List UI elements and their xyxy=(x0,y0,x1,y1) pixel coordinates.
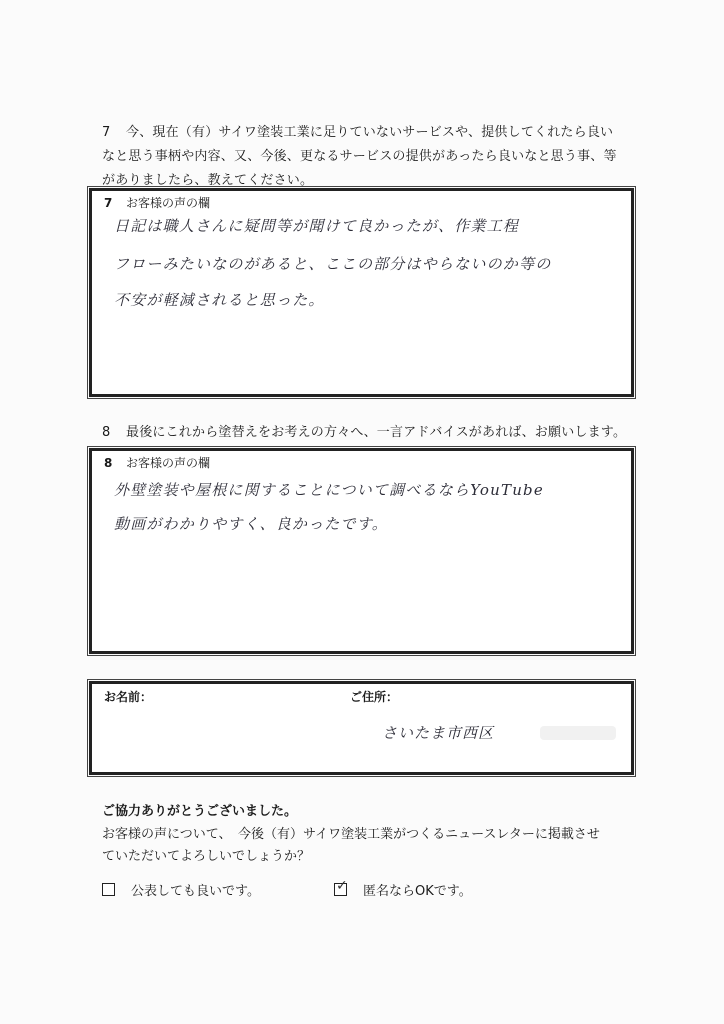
question-8 xyxy=(102,421,642,445)
option-public-checkbox[interactable] xyxy=(102,883,115,896)
question-8-box-label xyxy=(104,455,210,471)
question-7-box-number: 7 xyxy=(104,196,113,210)
option-anonymous-checkbox[interactable] xyxy=(334,878,348,896)
question-7-answer-line-2: フローみたいなのがあると、ここの部分はやらないのか等の xyxy=(114,255,552,273)
option-public-label: 公表しても良いです。 xyxy=(131,884,260,899)
publish-question xyxy=(102,824,642,868)
redacted-area xyxy=(540,726,616,740)
thanks-text: ご協力ありがとうございました。 xyxy=(102,804,298,819)
question-7-number: 7 xyxy=(102,125,111,140)
question-8-answer-box xyxy=(89,448,634,654)
question-7-answer-line-3: 不安が軽減されると思った。 xyxy=(114,291,325,309)
question-8-number: 8 xyxy=(102,425,111,440)
name-label: お名前： xyxy=(104,690,153,704)
question-7-line-1: 今、現在（有）サイワ塗装工業に足りていないサービスや、提供してくれたら良い xyxy=(126,125,614,140)
option-anonymous-label: 匿名ならOKです。 xyxy=(363,884,472,899)
question-7-line-2: なと思う事柄や内容、又、今後、更なるサービスの提供があったら良いなと思う事、等 xyxy=(102,149,617,164)
question-8-box-number: 8 xyxy=(104,456,113,470)
option-public[interactable] xyxy=(102,880,260,899)
option-anonymous[interactable] xyxy=(334,880,472,899)
address-label: ご住所： xyxy=(350,690,399,704)
question-7-line-3: がありましたら、教えてください。 xyxy=(102,173,314,188)
contact-box xyxy=(89,681,634,775)
question-8-answer-line-1: 外壁塗装や屋根に関することについて調べるならYouTube xyxy=(114,481,544,499)
question-8-line-1: 最後にこれから塗替えをお考えの方々へ、一言アドバイスがあれば、お願いします。 xyxy=(126,425,627,440)
address-value: さいたま市西区 xyxy=(382,724,495,742)
publish-question-line-1: お客様の声について、 今後（有）サイワ塗装工業がつくるニュースレターに掲載させ xyxy=(102,827,600,842)
question-8-answer-line-2: 動画がわかりやすく、良かったです。 xyxy=(114,515,388,533)
question-7-answer-line-1: 日記は職人さんに疑問等が聞けて良かったが、作業工程 xyxy=(114,217,520,235)
customer-voice-label: お客様の声の欄 xyxy=(126,456,211,470)
customer-voice-label: お客様の声の欄 xyxy=(126,196,211,210)
question-7-answer-box xyxy=(89,188,634,397)
publish-question-line-2: ていただいてよろしいでしょうか？ xyxy=(102,849,311,864)
question-7 xyxy=(102,121,642,193)
check-icon: ✓ xyxy=(336,878,348,894)
